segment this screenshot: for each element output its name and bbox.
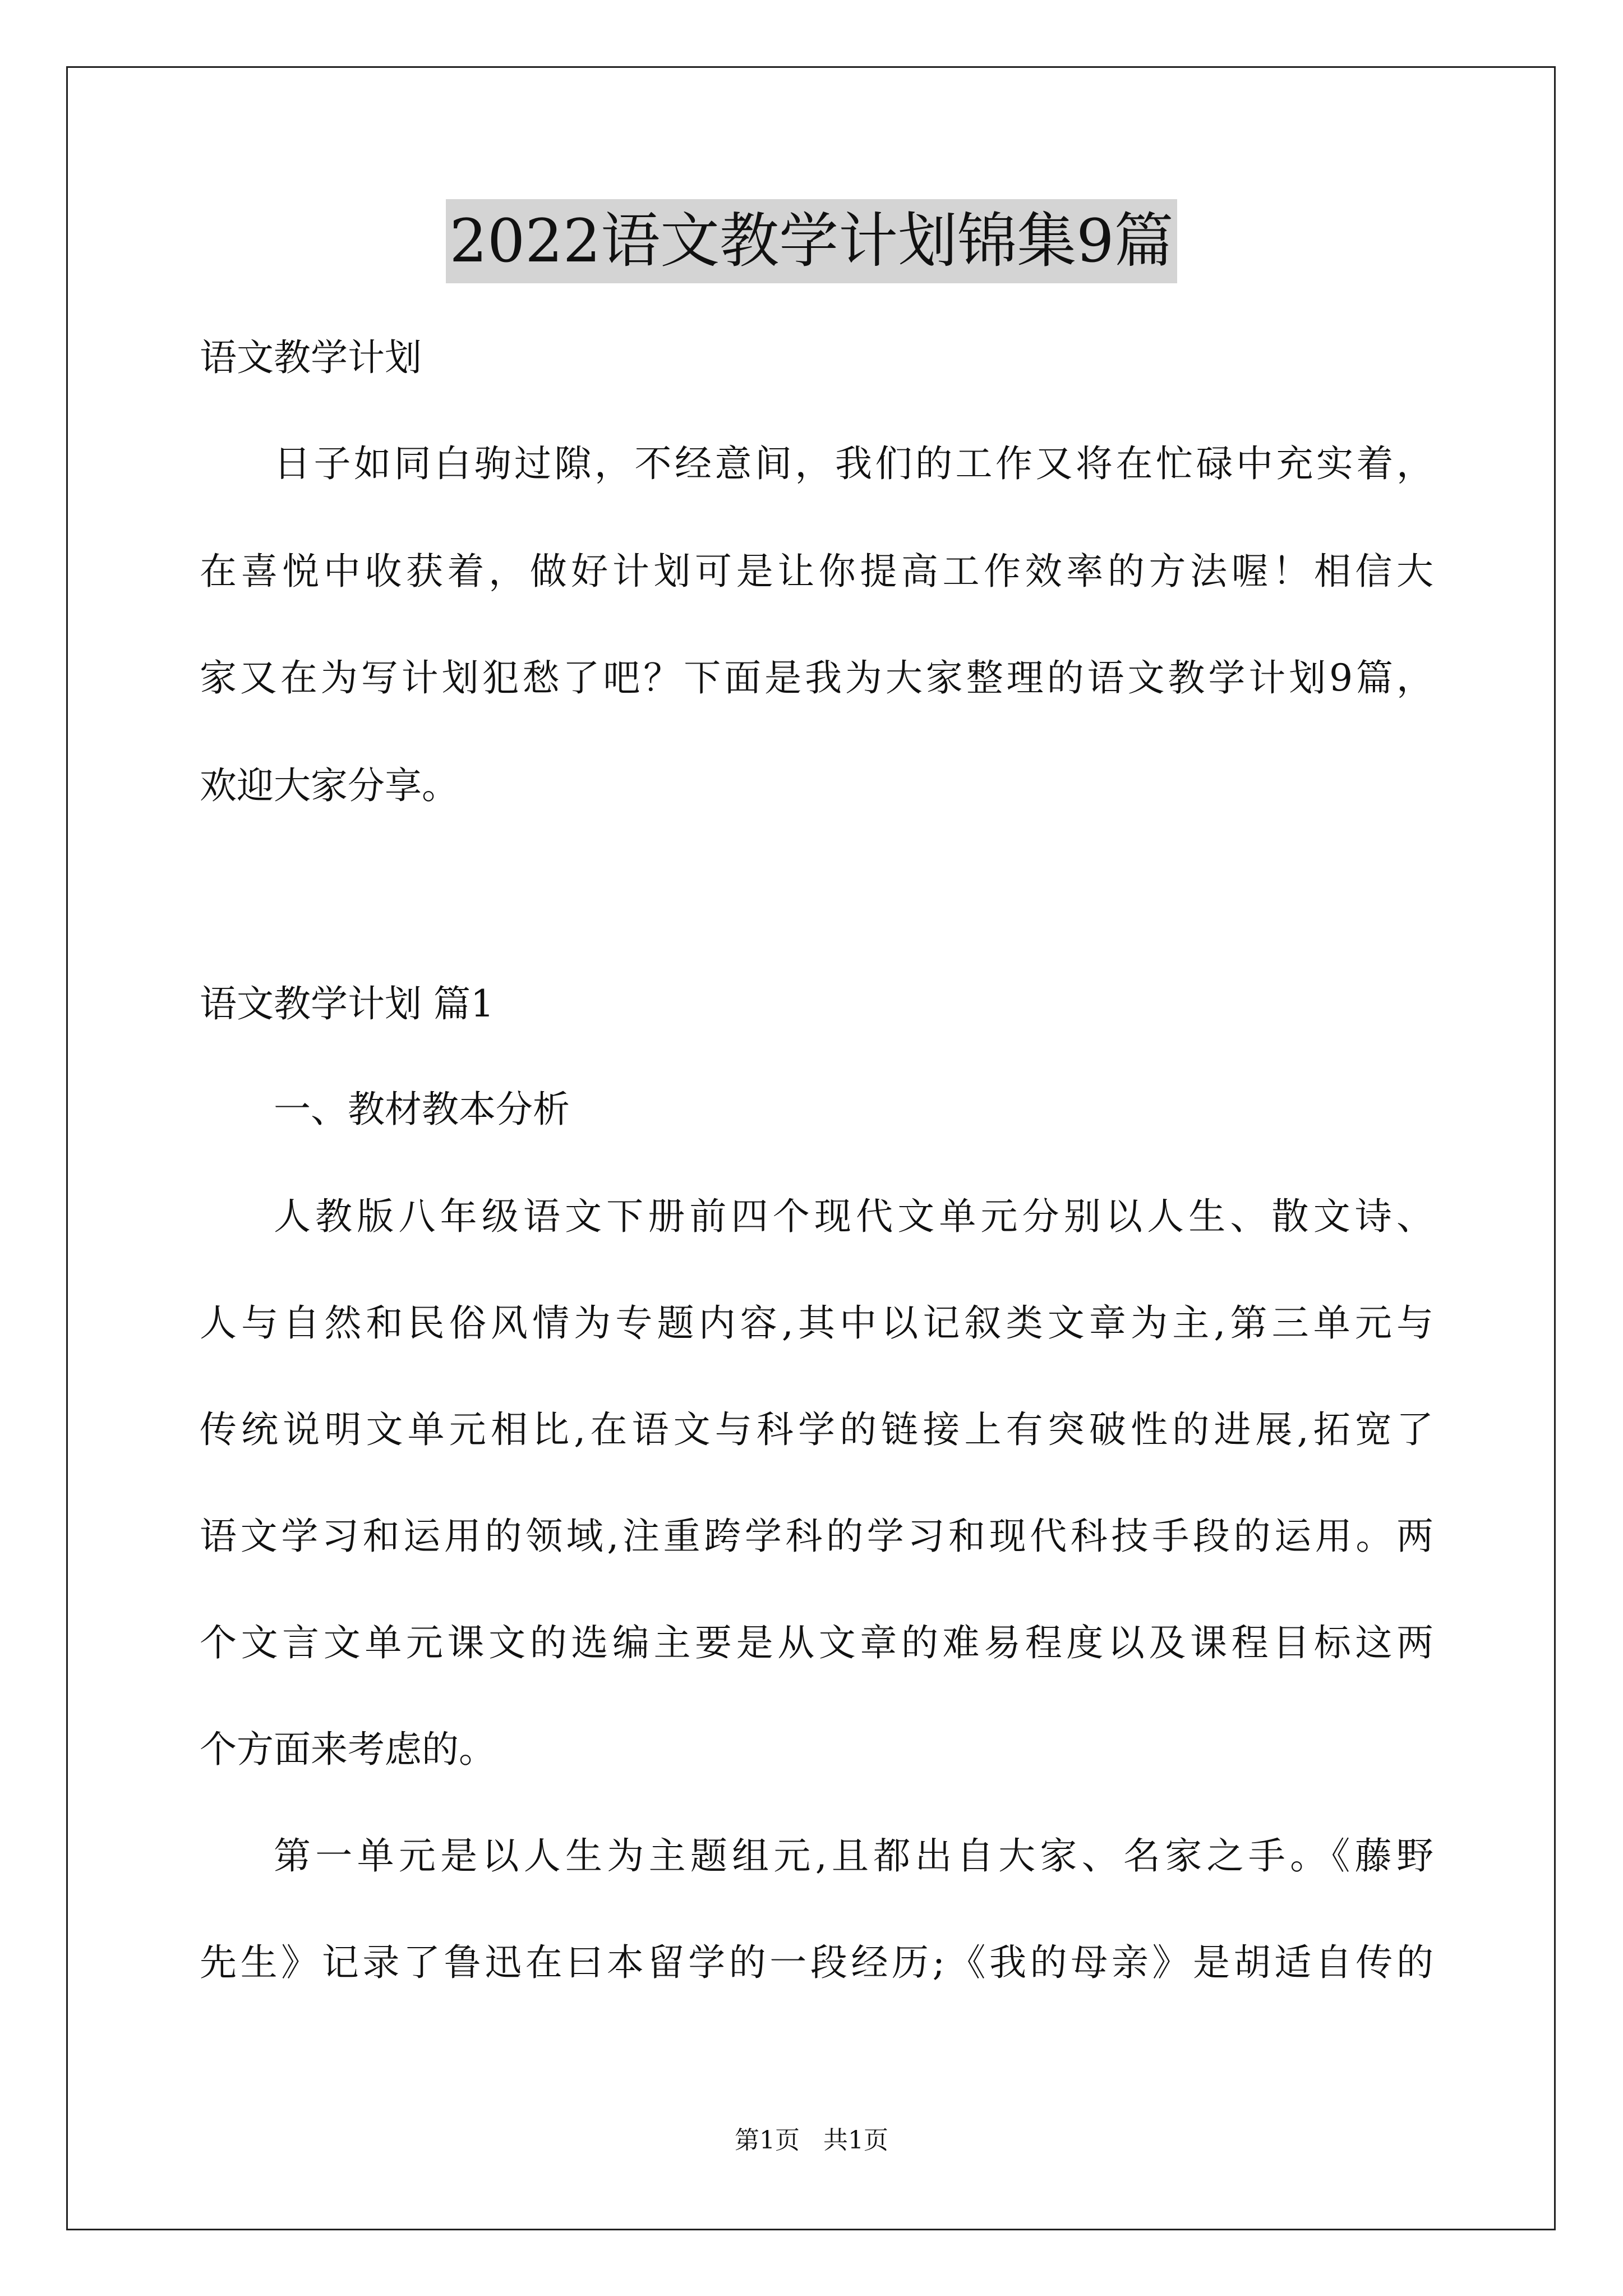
page-footer: 第1页 共1页 [735, 2126, 888, 2155]
paragraph-line: 人教版八年级语文下册前四个现代文单元分别以人生、散文诗、 [274, 1195, 1433, 1238]
paragraph-line: 语文学习和运用的领域,注重跨学科的学习和现代科技手段的运用。两 [200, 1515, 1433, 1558]
document-title [0, 199, 1623, 283]
paragraph-line: 传统说明文单元相比,在语文与科学的链接上有突破性的进展,拓宽了 [200, 1408, 1433, 1451]
document-title-text: 2022语文教学计划锦集9篇 [446, 199, 1177, 283]
paragraph-line: 个方面来考虑的。 [200, 1728, 496, 1771]
paragraph-line: 家又在为写计划犯愁了吧？下面是我为大家整理的语文教学计划9篇， [200, 656, 1433, 700]
paragraph-line: 欢迎大家分享。 [200, 764, 459, 807]
page-border [66, 66, 1556, 2230]
paragraph-line: 个文言文单元课文的选编主要是从文章的难易程度以及课程目标这两 [200, 1621, 1433, 1664]
paragraph-line: 第一单元是以人生为主题组元,且都出自大家、名家之手。《藤野 [274, 1834, 1433, 1878]
paragraph-line: 人与自然和民俗风情为专题内容,其中以记叙类文章为主,第三单元与 [200, 1301, 1433, 1345]
paragraph-line: 先生》记录了鲁迅在曰本留学的一段经历;《我的母亲》是胡适自传的 [200, 1941, 1433, 1984]
paragraph-line: 在喜悦中收获着，做好计划可是让你提高工作效率的方法喔！相信大 [200, 550, 1433, 593]
paragraph-line: 日子如同白驹过隙，不经意间，我们的工作又将在忙碌中充实着， [274, 442, 1433, 485]
subsection-heading: 一、教材教本分析 [274, 1088, 570, 1131]
section-heading: 语文教学计划 篇1 [200, 982, 494, 1025]
section-heading: 语文教学计划 [200, 336, 422, 379]
